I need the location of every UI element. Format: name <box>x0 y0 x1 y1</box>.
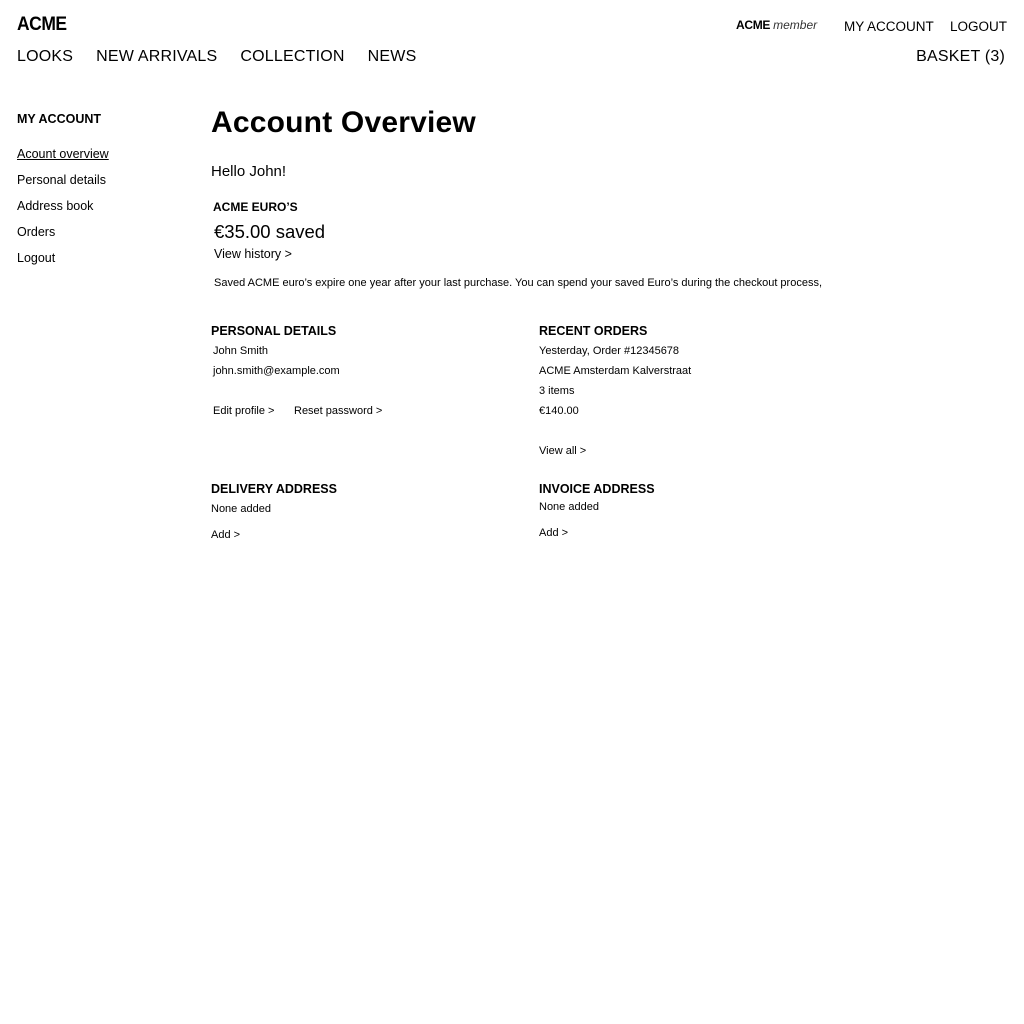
invoice-address-value: None added <box>539 501 599 513</box>
nav-new-arrivals[interactable]: NEW ARRIVALS <box>96 48 218 65</box>
member-badge-label: member <box>773 18 818 32</box>
sidebar-item-account-overview[interactable]: Acount overview <box>17 147 109 161</box>
delivery-address-title: DELIVERY ADDRESS <box>211 482 337 496</box>
recent-order-store: ACME Amsterdam Kalverstraat <box>539 365 692 377</box>
add-delivery-address-link[interactable]: Add > <box>211 529 241 541</box>
personal-email: john.smith@example.com <box>213 365 340 377</box>
euros-note: Saved ACME euro’s expire one year after your last purchase. You can spend your saved Euro’s during the checkout process, <box>214 277 823 289</box>
recent-order-line[interactable]: Yesterday, Order #12345678 <box>539 345 680 357</box>
member-badge <box>736 18 817 32</box>
recent-orders-title: RECENT ORDERS <box>539 324 648 338</box>
nav-news[interactable]: NEWS <box>367 48 417 65</box>
recent-order-total: €140.00 <box>539 405 579 417</box>
nav-collection[interactable]: COLLECTION <box>240 48 345 65</box>
member-badge-brand: ACME <box>736 18 771 32</box>
site-logo[interactable]: ACME <box>17 14 67 35</box>
invoice-address-title: INVOICE ADDRESS <box>539 482 655 496</box>
sidebar-item-orders[interactable]: Orders <box>17 225 56 239</box>
main-nav <box>17 48 439 66</box>
greeting: Hello John! <box>211 163 287 180</box>
sidebar-title: MY ACCOUNT <box>17 112 102 126</box>
logout-link[interactable]: LOGOUT <box>950 19 1008 34</box>
view-history-link[interactable]: View history > <box>214 247 292 261</box>
my-account-link[interactable]: MY ACCOUNT <box>844 19 934 34</box>
view-all-orders-link[interactable]: View all > <box>539 445 587 457</box>
basket-link[interactable]: BASKET (3) <box>916 48 1005 65</box>
sidebar-item-personal-details[interactable]: Personal details <box>17 173 106 187</box>
edit-profile-link[interactable]: Edit profile > <box>213 405 275 417</box>
reset-password-link[interactable]: Reset password > <box>294 405 383 417</box>
sidebar-item-address-book[interactable]: Address book <box>17 199 94 213</box>
personal-name: John Smith <box>213 345 269 357</box>
delivery-address-value: None added <box>211 503 271 515</box>
page-title: Account Overview <box>211 106 476 139</box>
euros-title: ACME EURO’S <box>213 200 298 214</box>
euros-amount: €35.00 saved <box>214 221 326 242</box>
recent-order-items: 3 items <box>539 385 575 397</box>
nav-looks[interactable]: LOOKS <box>17 48 74 65</box>
add-invoice-address-link[interactable]: Add > <box>539 527 569 539</box>
sidebar-item-logout[interactable]: Logout <box>17 251 56 265</box>
personal-details-title: PERSONAL DETAILS <box>211 324 337 338</box>
sidebar-menu <box>17 146 109 276</box>
